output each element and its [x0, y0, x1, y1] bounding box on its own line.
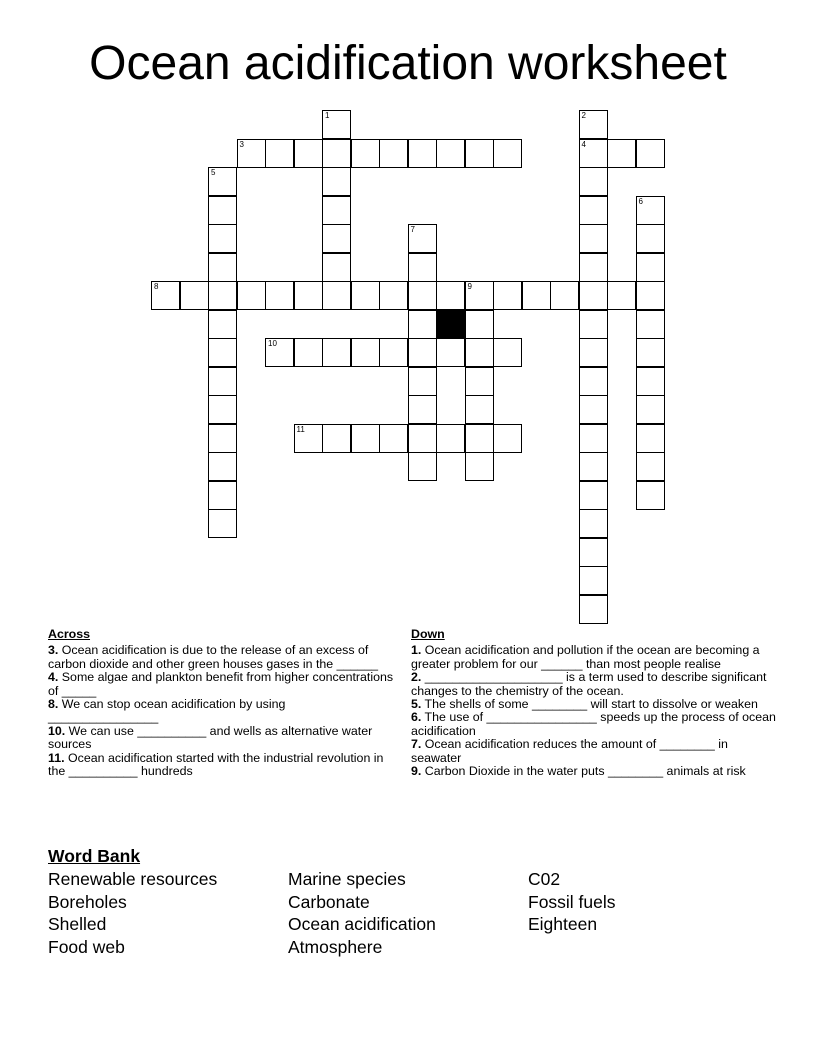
clue-item — [48, 698, 398, 725]
crossword-cell[interactable] — [208, 196, 237, 225]
crossword-cell[interactable] — [408, 253, 437, 282]
crossword-cell[interactable] — [294, 139, 323, 168]
crossword-cell[interactable] — [465, 338, 494, 367]
crossword-cell[interactable] — [436, 281, 465, 310]
crossword-cell[interactable] — [579, 452, 608, 481]
crossword-cell[interactable] — [322, 253, 351, 282]
crossword-cell[interactable] — [237, 139, 266, 168]
word-bank-item: Boreholes — [48, 891, 127, 912]
crossword-cell[interactable] — [579, 595, 608, 624]
clue-number-label: 3. — [48, 643, 59, 658]
crossword-cell[interactable] — [322, 338, 351, 367]
clue-number-label: 11. — [48, 750, 65, 765]
crossword-cell[interactable] — [579, 224, 608, 253]
word-bank-item: Food web — [48, 936, 125, 957]
crossword-cell[interactable] — [493, 281, 522, 310]
crossword-cell[interactable] — [351, 139, 380, 168]
clue-item — [48, 725, 398, 752]
crossword-cell[interactable] — [208, 281, 237, 310]
crossword-cell[interactable] — [636, 310, 665, 339]
crossword-cell[interactable] — [265, 139, 294, 168]
clue-number: 6 — [638, 196, 643, 206]
crossword-cell[interactable] — [351, 281, 380, 310]
crossword-cell[interactable] — [465, 367, 494, 396]
clue-text: ____________________ is a term used to describe significant changes to the chemistry of the ocean. — [411, 670, 767, 698]
clue-number: 10 — [268, 339, 277, 348]
crossword-cell[interactable] — [607, 281, 636, 310]
crossword-cell[interactable] — [493, 338, 522, 367]
crossword-cell[interactable] — [636, 452, 665, 481]
clue-text: We can stop ocean acidification by using ________________ — [48, 697, 286, 725]
crossword-cell[interactable] — [636, 281, 665, 310]
clue-number-label: 5. — [411, 697, 422, 712]
crossword-cell[interactable] — [265, 281, 294, 310]
crossword-cell[interactable] — [465, 281, 494, 310]
clue-item — [411, 644, 776, 671]
clue-text: We can use __________ and wells as alternative water sources — [48, 723, 373, 752]
crossword-cell[interactable] — [636, 481, 665, 510]
word-bank-item: Carbonate — [288, 891, 370, 912]
crossword-cell[interactable] — [465, 452, 494, 481]
crossword-cell[interactable] — [408, 281, 437, 310]
crossword-cell[interactable] — [579, 253, 608, 282]
crossword-cell[interactable] — [436, 139, 465, 168]
crossword-cell[interactable] — [579, 424, 608, 453]
word-bank-item: Fossil fuels — [528, 891, 616, 912]
crossword-cell[interactable] — [522, 281, 551, 310]
clue-item — [411, 738, 776, 765]
crossword-cell[interactable] — [436, 424, 465, 453]
crossword-cell[interactable] — [208, 253, 237, 282]
crossword-cell[interactable] — [465, 310, 494, 339]
across-heading: Across — [48, 627, 91, 641]
crossword-cell[interactable] — [180, 281, 209, 310]
clue-number: 1 — [325, 111, 330, 120]
crossword-cell[interactable] — [636, 367, 665, 396]
crossword-cell[interactable] — [636, 196, 665, 225]
crossword-cell[interactable] — [408, 338, 437, 367]
crossword-cell[interactable] — [408, 224, 437, 253]
clue-number-label: 1. — [411, 643, 422, 658]
word-bank-item: Eighteen — [528, 914, 598, 935]
clue-text: Carbon Dioxide in the water puts ________ animals at risk — [421, 764, 746, 779]
word-bank-item: Atmosphere — [288, 936, 383, 957]
crossword-cell[interactable] — [379, 139, 408, 168]
crossword-cell[interactable] — [636, 253, 665, 282]
clue-number-label: 8. — [48, 697, 59, 712]
clue-text: Ocean acidification reduces the amount of ________ in seawater — [411, 737, 728, 765]
word-bank-item: Marine species — [288, 869, 406, 889]
crossword-cell[interactable] — [636, 224, 665, 253]
crossword-cell[interactable] — [379, 424, 408, 453]
crossword-cell[interactable] — [208, 424, 237, 453]
crossword-cell[interactable] — [322, 167, 351, 196]
crossword-cell[interactable] — [322, 196, 351, 225]
clue-item — [411, 671, 776, 698]
crossword-cell[interactable] — [208, 481, 237, 510]
crossword-cell[interactable] — [208, 310, 237, 339]
clue-number: 2 — [581, 111, 586, 120]
crossword-cell[interactable] — [579, 481, 608, 510]
crossword-cell[interactable] — [579, 281, 608, 310]
clue-number: 3 — [239, 139, 244, 149]
crossword-cell[interactable] — [408, 139, 437, 168]
word-bank-item: Shelled — [48, 914, 107, 935]
crossword-cell[interactable] — [579, 538, 608, 567]
crossword-cell[interactable] — [579, 167, 608, 196]
crossword-cell[interactable] — [579, 196, 608, 225]
clue-text: The use of ________________ speeds up the process of ocean acidification — [411, 710, 776, 738]
crossword-cell[interactable] — [379, 281, 408, 310]
word-bank-item: Ocean acidification — [288, 914, 436, 935]
crossword-cell[interactable] — [607, 139, 636, 168]
crossword-cell[interactable] — [636, 424, 665, 453]
blocked-cell — [436, 310, 465, 339]
word-bank-item: C02 — [528, 869, 561, 889]
word-bank-heading: Word Bank — [48, 846, 141, 866]
crossword-cell[interactable] — [465, 395, 494, 424]
crossword-cell[interactable] — [208, 167, 237, 196]
crossword-cell[interactable] — [208, 509, 237, 538]
clue-text: The shells of some ________ will start to dissolve or weaken — [421, 697, 758, 712]
crossword-cell[interactable] — [151, 281, 180, 310]
crossword-cell[interactable] — [208, 452, 237, 481]
crossword-cell[interactable] — [636, 338, 665, 367]
crossword-cell[interactable] — [294, 281, 323, 310]
crossword-cell[interactable] — [294, 424, 323, 453]
crossword-cell[interactable] — [579, 139, 608, 168]
crossword-cell[interactable] — [351, 338, 380, 367]
crossword-cell[interactable] — [294, 338, 323, 367]
crossword-cell[interactable] — [636, 139, 665, 168]
crossword-cell[interactable] — [322, 224, 351, 253]
clue-number: 11 — [296, 424, 305, 434]
crossword-cell[interactable] — [436, 338, 465, 367]
crossword-cell[interactable] — [579, 367, 608, 396]
crossword-cell[interactable] — [351, 424, 380, 453]
clue-number-label: 4. — [48, 670, 59, 685]
clue-item — [48, 752, 398, 779]
clue-number-label: 6. — [411, 710, 422, 725]
clue-number-label: 7. — [411, 737, 422, 752]
crossword-cell[interactable] — [408, 395, 437, 424]
clue-text: Ocean acidification started with the industrial revolution in the __________ hundreds — [48, 750, 384, 779]
crossword-cell[interactable] — [322, 281, 351, 310]
down-clues — [411, 628, 776, 778]
crossword-cell[interactable] — [408, 424, 437, 453]
crossword-cell[interactable] — [579, 509, 608, 538]
crossword-cell[interactable] — [408, 452, 437, 481]
crossword-cell[interactable] — [322, 424, 351, 453]
crossword-cell[interactable] — [208, 395, 237, 424]
crossword-cell[interactable] — [208, 338, 237, 367]
crossword-cell[interactable] — [493, 424, 522, 453]
crossword-cell[interactable] — [208, 367, 237, 396]
clue-number: 9 — [467, 282, 472, 291]
crossword-cell[interactable] — [493, 139, 522, 168]
crossword-cell[interactable] — [322, 110, 351, 139]
crossword-cell[interactable] — [265, 338, 294, 367]
clue-number-label: 2. — [411, 670, 422, 685]
crossword-cell[interactable] — [579, 310, 608, 339]
crossword-cell[interactable] — [636, 395, 665, 424]
crossword-cell[interactable] — [579, 566, 608, 595]
clue-item — [48, 644, 398, 671]
clue-text: Ocean acidification and pollution if the ocean are becoming a greater problem for our ______ than most people realise — [411, 643, 760, 671]
clue-number: 5 — [211, 168, 216, 177]
crossword-cell[interactable] — [379, 338, 408, 367]
clue-number: 8 — [154, 282, 159, 291]
clue-text: Some algae and plankton benefit from higher concentrations of _____ — [48, 670, 394, 698]
crossword-cell[interactable] — [208, 224, 237, 253]
clue-number: 7 — [410, 225, 415, 234]
crossword-cell[interactable] — [579, 338, 608, 367]
page-title: Ocean acidification worksheet — [89, 37, 727, 90]
clue-item — [411, 765, 776, 778]
crossword-cell[interactable] — [237, 281, 266, 310]
clue-item — [48, 671, 398, 698]
word-bank-item: Renewable resources — [48, 869, 218, 889]
down-heading: Down — [411, 627, 445, 641]
crossword-cell[interactable] — [465, 424, 494, 453]
clue-item — [411, 698, 776, 711]
across-clues — [48, 628, 398, 778]
crossword-cell[interactable] — [408, 310, 437, 339]
clue-number-label: 10. — [48, 723, 66, 738]
crossword-cell[interactable] — [579, 395, 608, 424]
clue-text: Ocean acidification is due to the release of an excess of carbon dioxide and other green houses gases in the ______ — [48, 643, 378, 671]
crossword-cell[interactable] — [465, 139, 494, 168]
clue-item — [411, 711, 776, 738]
clue-number: 4 — [581, 139, 586, 149]
crossword-cell[interactable] — [579, 110, 608, 139]
crossword-cell[interactable] — [322, 139, 351, 168]
crossword-cell[interactable] — [550, 281, 579, 310]
crossword-cell[interactable] — [408, 367, 437, 396]
clue-number-label: 9. — [411, 764, 422, 779]
